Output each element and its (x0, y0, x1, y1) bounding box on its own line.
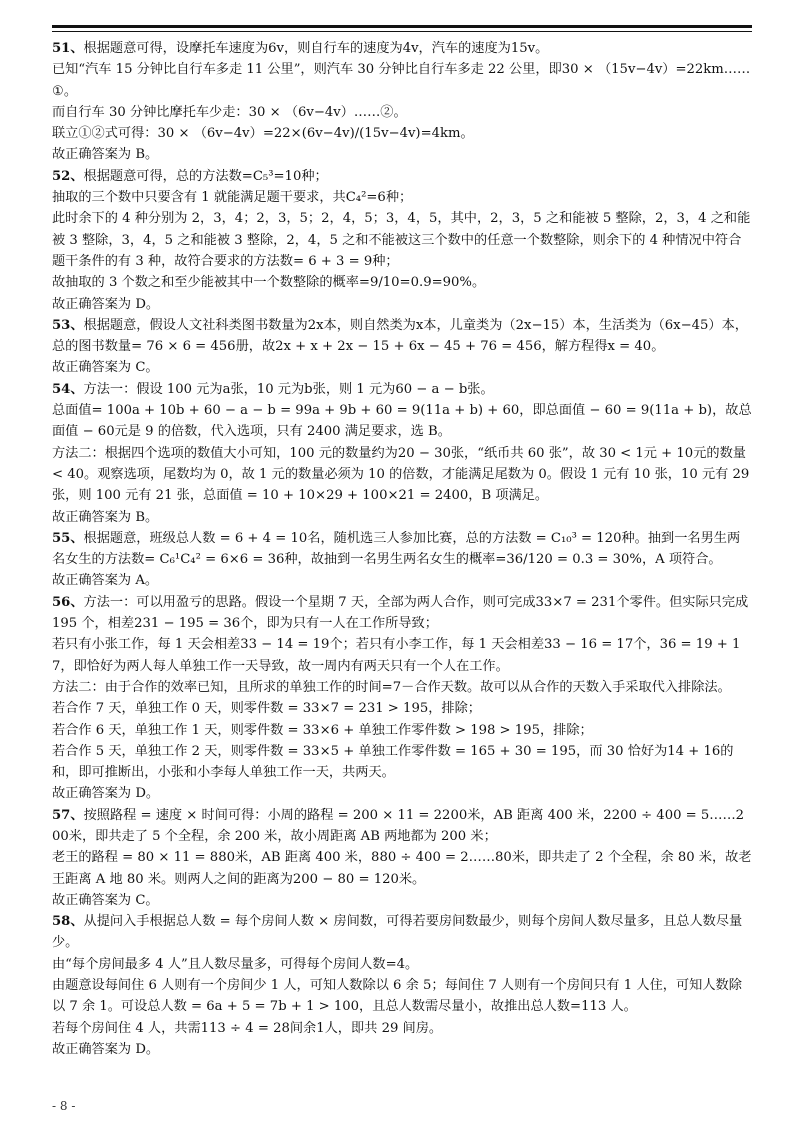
line-text: 而自行车 30 分钟比摩托车少走：30 × （6v−4v）……②。 (52, 104, 407, 120)
question-answer-start (52, 38, 752, 59)
answer-line (52, 1018, 752, 1039)
line-text: 故正确答案为 A。 (52, 573, 159, 589)
answer-line (52, 698, 752, 719)
answer-line (52, 975, 752, 1018)
question-number: 53、 (52, 317, 84, 333)
header-rule-thick (52, 25, 752, 28)
answer-line (52, 507, 752, 528)
line-text: 此时余下的 4 种分别为 2，3，4；2，3，5；2，4，5；3，4，5，其中，2，3，5 之和能被 5 整除，2，3，4 之和能被 3 整除，3，4，5 之和能被 3 整除，2，4，5 之和不能被这三个数中的任意一个数整除，则余下的 4 种情况中符合题干条件的有 3 种，故符合要求的方法数= 6 + 3 = 9种； (52, 211, 751, 269)
line-text: 故正确答案为 D。 (52, 296, 160, 312)
answer-line (52, 890, 752, 911)
answer-line (52, 102, 752, 123)
line-text: 根据题意可得，设摩托车速度为6v，则自行车的速度为4v，汽车的速度为15v。 (83, 41, 549, 56)
answer-line (52, 208, 752, 272)
document-body (52, 38, 752, 1060)
question-number: 57、 (52, 807, 84, 823)
answer-line (52, 123, 752, 144)
line-text: 按照路程 = 速度 × 时间可得：小周的路程 = 200 × 11 = 2200米，AB 距离 400 米，2200 ÷ 400 = 5……200米，即共走了 5 个全程，余 200 米，故小周距离 AB 两地都为 200 米； (52, 807, 745, 844)
line-text: 由题意设每间住 6 人则有一个房间少 1 人，可知人数除以 6 余 5；每间住 7 人则有一个房间只有 1 人住，可知人数除以 7 余 1。可设总人数 = 6a + 5 = 7b + 1 > 100，且总人数需尽量小，故推出总人数=113 人。 (52, 978, 742, 1015)
answer-line (52, 272, 752, 293)
header-rule-thin (52, 31, 752, 32)
answer-line (52, 677, 752, 698)
question-number: 51、 (52, 41, 84, 56)
line-text: 根据题意，假设人文社科类图书数量为2x本，则自然类为x本，儿童类为（2x−15）本，生活类为（6x−45）本，总的图书数量= 76 × 6 = 456册，故2x + x + 2x − 15 + 6x − 45 + 76 = 456，解方程得x = 40。 (52, 317, 748, 355)
question-answer-start (52, 592, 752, 635)
answer-line (52, 783, 752, 804)
question-answer-start (52, 805, 752, 848)
question-number: 58、 (52, 914, 84, 930)
line-text: 若合作 7 天，单独工作 0 天，则零件数 = 33×7 = 231 > 195，排除； (52, 701, 481, 717)
line-text: 故抽取的 3 个数之和至少能被其中一个数整除的概率=9/10=0.9=90%。 (52, 275, 486, 291)
question-number: 54、 (52, 381, 84, 397)
line-text: 若合作 6 天，单独工作 1 天，则零件数 = 33×6 + 单独工作零件数 > 198 > 195，排除； (52, 722, 593, 738)
line-text: 若合作 5 天，单独工作 2 天，则零件数 = 33×5 + 单独工作零件数 = 165 + 30 = 195，而 30 恰好为14 + 16的和，即可推断出，小张和小李每人单独工作一天，共两天。 (52, 743, 734, 781)
question-answer-start (52, 379, 752, 400)
line-text: 从提问入手根据总人数 = 每个房间人数 × 房间数，可得若要房间数最少，则每个房间人数尽量多，且总人数尽量少。 (52, 914, 743, 951)
line-text: 若只有小张工作，每 1 天会相差33 − 14 = 19个；若只有小李工作，每 1 天会相差33 − 16 = 17个，36 = 19 + 17，即恰好为两人每人单独工作一天导致，故一周内有两天只有一个人在工作。 (52, 637, 741, 674)
line-text: 已知“汽车 15 分钟比自行车多走 11 公里”，则汽车 30 分钟比自行车多走 22 公里，即30 × （15v−4v）=22km……①。 (52, 62, 751, 99)
line-text: 故正确答案为 D。 (52, 786, 160, 802)
answer-line (52, 847, 752, 890)
line-text: 方法二：根据四个选项的数值大小可知，100 元的数量约为20 − 30张，“纸币共 60 张”，故 30 < 1元 + 10元的数量 < 40。观察选项，尾数均为 0，故 1 元的数量必须为 10 的倍数，才能满足尾数为 0。假设 1 元有 10 张，10 元有 29 张，则 100 元有 21 张，总面值 = 10 + 10×29 + 100×21 = 2400，B 项满足。 (52, 445, 750, 504)
line-text: 抽取的三个数中只要含有 1 就能满足题干要求，共C₄²=6种； (52, 190, 413, 206)
answer-line (52, 187, 752, 208)
question-answer-start (52, 166, 752, 187)
answer-line (52, 720, 752, 741)
answer-line (52, 570, 752, 591)
line-text: 故正确答案为 C。 (52, 892, 159, 908)
line-text: 若每个房间住 4 人，共需113 ÷ 4 = 28间余1人，即共 29 间房。 (52, 1020, 443, 1036)
answer-line (52, 400, 752, 443)
line-text: 故正确答案为 C。 (52, 360, 159, 376)
answer-line (52, 357, 752, 378)
line-text: 根据题意，班级总人数 = 6 + 4 = 10名，随机选三人参加比赛，总的方法数 = C₁₀³ = 120种。抽到一名男生两名女生的方法数= C₆¹C₄² = 6×6 = 36种，故抽到一名男生两名女生的概率=36/120 = 0.3 = 30%，A 项符合。 (52, 530, 741, 568)
question-answer-start (52, 911, 752, 954)
answer-line (52, 294, 752, 315)
answer-line (52, 634, 752, 677)
line-text: 方法一：假设 100 元为a张，10 元为b张，则 1 元为60 − a − b张。 (83, 381, 494, 397)
question-number: 56、 (52, 594, 84, 610)
answer-line (52, 144, 752, 165)
answer-line (52, 741, 752, 784)
line-text: 故正确答案为 B。 (52, 509, 159, 525)
answer-line (52, 954, 752, 975)
page-number: - 8 - (52, 1099, 76, 1113)
question-answer-start (52, 528, 752, 571)
line-text: 根据题意可得，总的方法数=C₅³=10种； (83, 168, 328, 184)
line-text: 老王的路程 = 80 × 11 = 880米，AB 距离 400 米，880 ÷ 400 = 2……80米，即共走了 2 个全程，余 80 米，故老王距离 A 地 80 米。则两人之间的距离为200 − 80 = 120米。 (52, 850, 752, 887)
line-text: 总面值= 100a + 10b + 60 − a − b = 99a + 9b + 60 = 9(11a + b) + 60，即总面值 − 60 = 9(11a + b)，故总面值 − 60元是 9 的倍数，代入选项，只有 2400 满足要求，选 B。 (52, 403, 752, 440)
line-text: 由“每个房间最多 4 人”且人数尽量多，可得每个房间人数=4。 (52, 956, 419, 972)
line-text: 联立①②式可得：30 × （6v−4v）=22×(6v−4v)/(15v−4v)=4km。 (52, 126, 474, 142)
answer-line (52, 443, 752, 507)
line-text: 故正确答案为 B。 (52, 147, 159, 163)
line-text: 方法一：可以用盈亏的思路。假设一个星期 7 天，全部为两人合作，则可完成33×7 = 231个零件。但实际只完成 195 个，相差231 − 195 = 36个，即为只有一人在工作所导致； (52, 594, 749, 632)
question-number: 55、 (52, 530, 84, 546)
answer-line (52, 59, 752, 102)
question-answer-start (52, 315, 752, 358)
line-text: 方法二：由于合作的效率已知，且所求的单独工作的时间=7－合作天数。故可以从合作的天数入手采取代入排除法。 (52, 679, 731, 695)
line-text: 故正确答案为 D。 (52, 1041, 160, 1057)
answer-line (52, 1039, 752, 1060)
question-number: 52、 (52, 168, 84, 184)
